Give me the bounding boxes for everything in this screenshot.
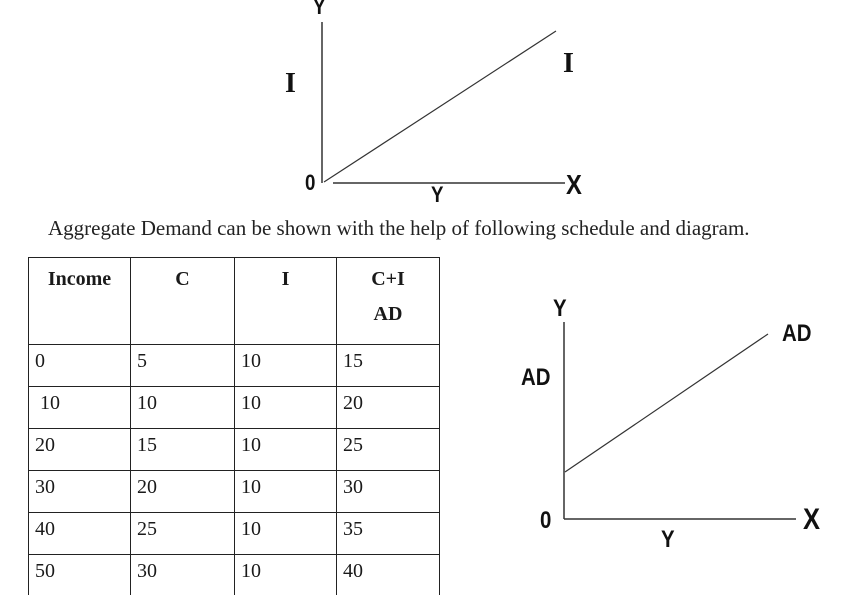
cell-ad: 20: [337, 387, 440, 429]
cell-i: 10: [235, 513, 337, 555]
cell-ad: 35: [337, 513, 440, 555]
line-label: AD: [782, 322, 811, 346]
cell-i: 10: [235, 345, 337, 387]
cell-c: 25: [131, 513, 235, 555]
cell-income: 30: [29, 471, 131, 513]
line-label: I: [563, 50, 574, 78]
cell-c: 15: [131, 429, 235, 471]
cell-ad: 25: [337, 429, 440, 471]
cell-i: 10: [235, 555, 337, 595]
cell-income: 50: [29, 555, 131, 595]
intro-sentence: Aggregate Demand can be shown with the help of following schedule and diagram.: [48, 216, 750, 241]
header-c-plus-i-ad: C+I AD: [337, 258, 440, 345]
y-axis-title: AD: [521, 366, 550, 390]
cell-c: 20: [131, 471, 235, 513]
header-income: Income: [29, 258, 131, 345]
y-axis-label: Y: [553, 297, 567, 321]
cell-income: 40: [29, 513, 131, 555]
x-axis-label: X: [803, 505, 820, 535]
x-axis-label: X: [566, 171, 582, 199]
cell-i: 10: [235, 471, 337, 513]
origin-label: 0: [305, 172, 315, 194]
cell-i: 10: [235, 387, 337, 429]
cell-i: 10: [235, 429, 337, 471]
cell-income: 10: [29, 387, 131, 429]
cell-c: 5: [131, 345, 235, 387]
cell-income: 0: [29, 345, 131, 387]
x-axis-title: Y: [661, 528, 675, 552]
cell-c: 30: [131, 555, 235, 595]
origin-label: 0: [540, 509, 551, 533]
cell-ad: 30: [337, 471, 440, 513]
cell-c: 10: [131, 387, 235, 429]
header-c: C: [131, 258, 235, 345]
cell-income: 20: [29, 429, 131, 471]
y-axis-title: I: [285, 70, 296, 98]
y-axis-label: Y: [313, 0, 325, 18]
cell-ad: 15: [337, 345, 440, 387]
x-axis-title: Y: [431, 184, 443, 206]
cell-ad: 40: [337, 555, 440, 595]
header-i: I: [235, 258, 337, 345]
